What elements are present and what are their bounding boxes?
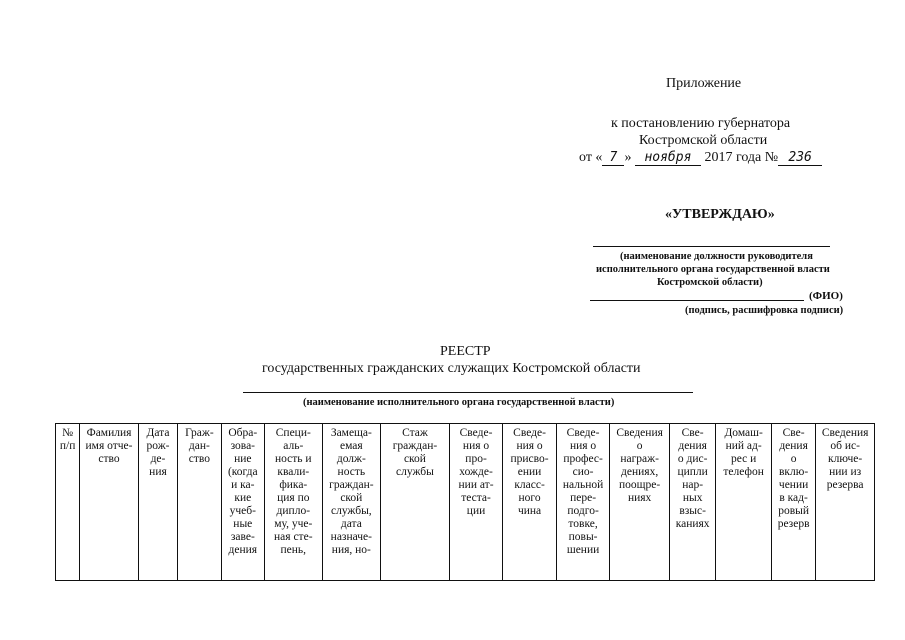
- col-header: Све- дения о вклю- чении в кад- ровый резерв: [771, 424, 815, 581]
- position-caption-1: (наименование должности руководителя: [620, 251, 813, 262]
- col-header: Сведения о награж- дениях, поощре- ниях: [610, 424, 670, 581]
- decree-day: 7: [602, 151, 624, 166]
- col-header: Специ- аль- ность и квали- фика- ция по дипло- му, уче- ная сте- пень,: [265, 424, 323, 581]
- date-mid: »: [624, 150, 632, 165]
- decree-number: 236: [778, 151, 822, 166]
- org-name-line: [243, 392, 693, 393]
- approve-title: «УТВЕРЖДАЮ»: [665, 207, 775, 222]
- decree-line-1: к постановлению губернатора: [611, 116, 791, 131]
- date-prefix: от «: [579, 150, 603, 165]
- registry-subtitle: государственных гражданских служащих Костромской области: [262, 361, 641, 376]
- decree-line-2: Костромской области: [639, 133, 768, 148]
- col-header: Дата рож- де- ния: [138, 424, 177, 581]
- col-header: Стаж граждан- ской службы: [381, 424, 450, 581]
- col-header: Све- дения о дис- ципли нар- ных взыс- каниях: [669, 424, 715, 581]
- date-year: 2017 года №: [704, 150, 779, 165]
- position-signature-line: [593, 246, 830, 247]
- col-header: Замеща- емая долж- ность граждан- ской службы, дата назначе- ния, но-: [322, 424, 381, 581]
- decree-date-line: [579, 150, 822, 166]
- col-header: Сведения об ис- ключе- нии из резерва: [816, 424, 875, 581]
- appendix-label: Приложение: [666, 76, 742, 91]
- col-header: Граж- дан- ство: [178, 424, 221, 581]
- org-caption: (наименование исполнительного органа государственной власти): [303, 397, 615, 408]
- col-header: Фамилия имя отче- ство: [80, 424, 139, 581]
- signature-caption: (подпись, расшифровка подписи): [685, 305, 844, 316]
- decree-month: ноября: [635, 151, 701, 166]
- col-header: Сведе- ния о профес- сио- нальной пере- подго- товке, повы- шении: [556, 424, 610, 581]
- col-header: Сведе- ния о про- хожде- нии ат- теста- ции: [449, 424, 503, 581]
- position-caption-2: исполнительного органа государственной власти: [596, 264, 830, 275]
- registry-header-row: [56, 424, 875, 581]
- col-header: Сведе- ния о присво- ении класс- ного чина: [503, 424, 557, 581]
- signature-line: [590, 300, 804, 301]
- col-header: № п/п: [56, 424, 80, 581]
- col-header: Обра- зова- ние (когда и ка- кие учеб- ные заве- дения: [221, 424, 264, 581]
- col-header: Домаш- ний ад- рес и телефон: [716, 424, 772, 581]
- registry-table: [55, 423, 875, 581]
- registry-title: РЕЕСТР: [440, 344, 491, 359]
- position-caption-3: Костромской области): [657, 277, 763, 288]
- fio-label: (ФИО): [809, 290, 843, 302]
